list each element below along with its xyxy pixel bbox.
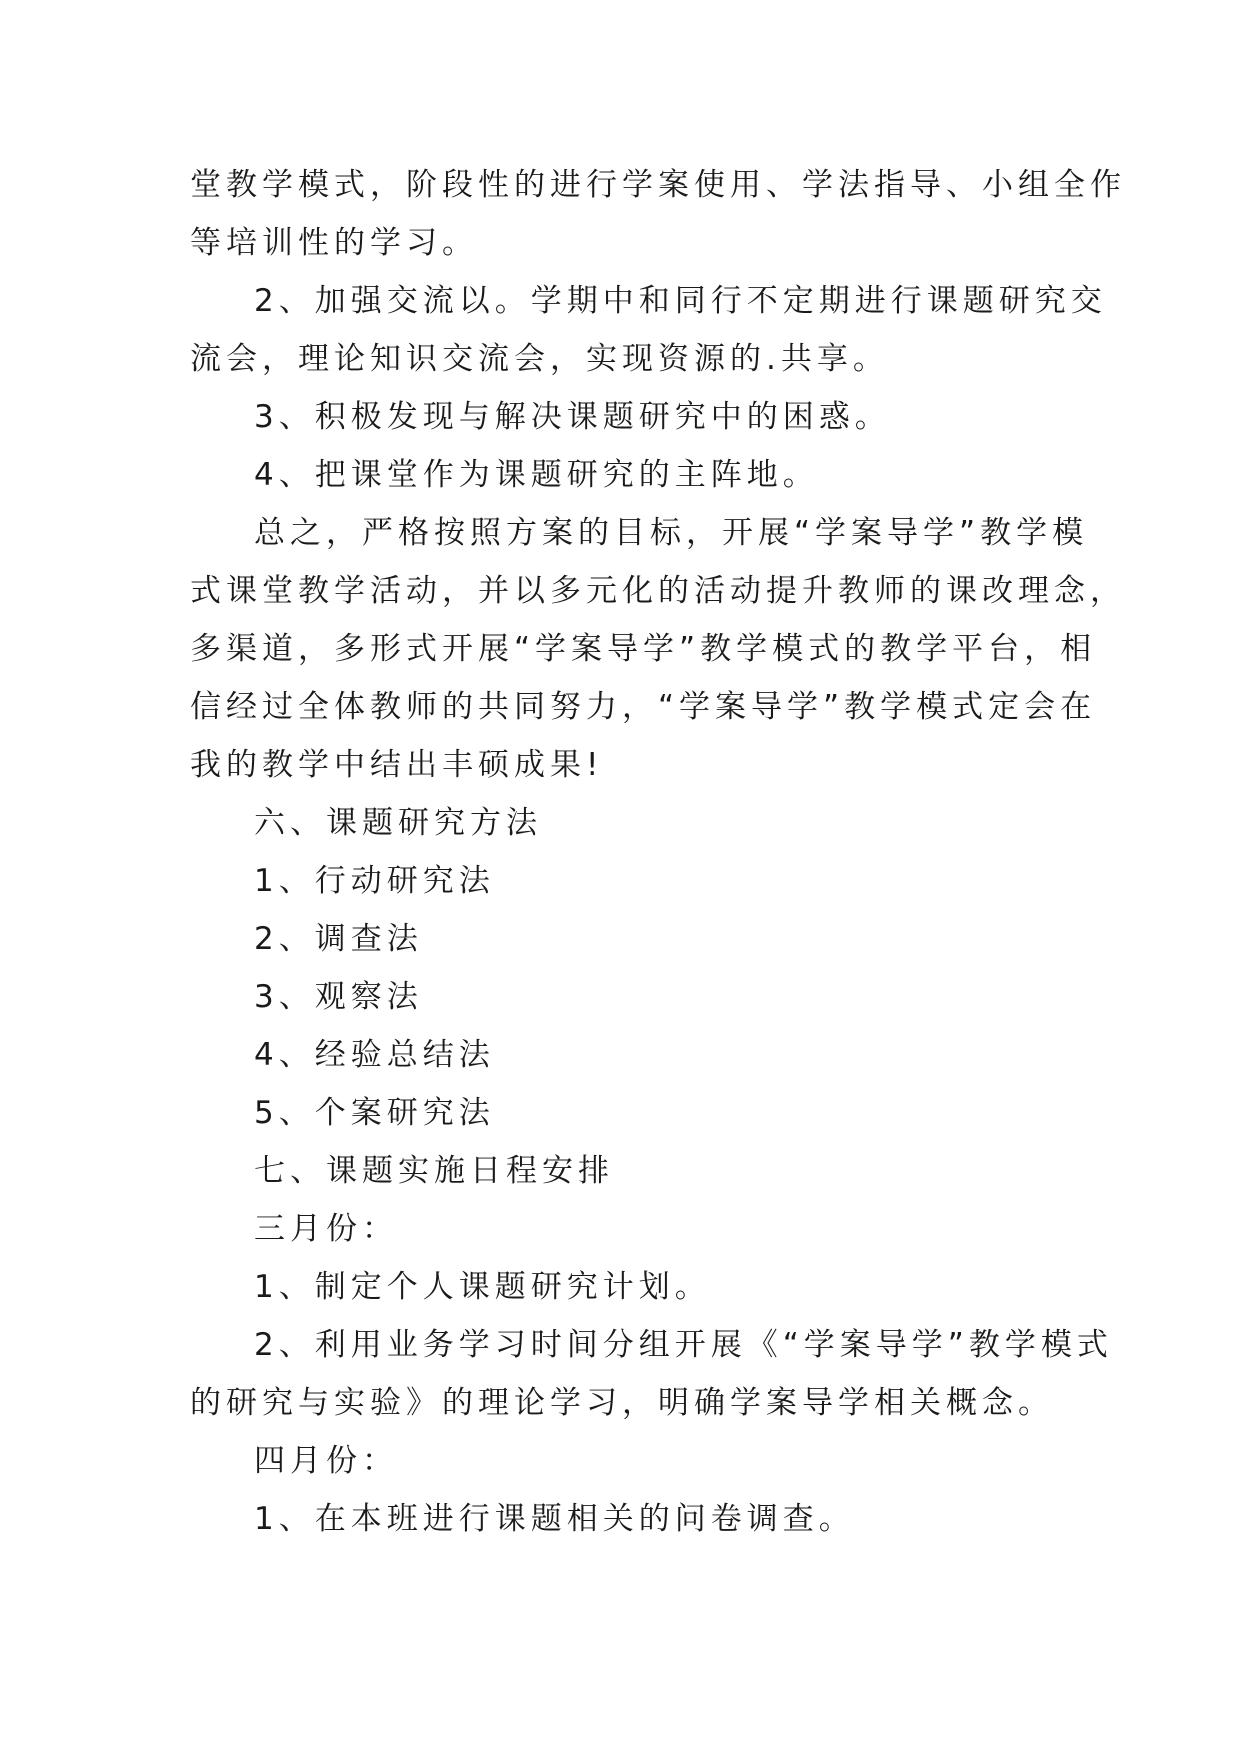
text-line: 式课堂教学活动，并以多元化的活动提升教师的课改理念，: [190, 573, 1126, 609]
text-line: 的研究与实验》的理论学习，明确学案导学相关概念。: [190, 1385, 1054, 1421]
text-line: 总之，严格按照方案的目标，开展“学案导学”教学模: [254, 515, 1089, 551]
text-line: 1、行动研究法: [254, 863, 495, 899]
text-line: 等培训性的学习。: [190, 225, 478, 261]
text-line: 1、制定个人课题研究计划。: [254, 1269, 711, 1305]
text-line: 七、课题实施日程安排: [254, 1153, 614, 1189]
text-line: 四月份：: [254, 1443, 398, 1479]
text-line: 2、加强交流以。学期中和同行不定期进行课题研究交: [254, 283, 1107, 319]
text-line: 3、观察法: [254, 979, 423, 1015]
text-line: 4、经验总结法: [254, 1037, 495, 1073]
text-line: 4、把课堂作为课题研究的主阵地。: [254, 457, 819, 493]
text-line: 2、调查法: [254, 921, 423, 957]
document-body: [190, 156, 1126, 1548]
text-line: 3、积极发现与解决课题研究中的困惑。: [254, 399, 891, 435]
text-line: 信经过全体教师的共同努力，“学案导学”教学模式定会在: [190, 689, 1097, 725]
text-line: 堂教学模式，阶段性的进行学案使用、学法指导、小组全作: [190, 167, 1126, 203]
text-line: 多渠道，多形式开展“学案导学”教学模式的教学平台，相: [190, 631, 1097, 667]
text-line: 5、个案研究法: [254, 1095, 495, 1131]
text-line: 六、课题研究方法: [254, 805, 542, 841]
text-line: 我的教学中结出丰硕成果!: [190, 747, 604, 783]
text-line: 流会，理论知识交流会，实现资源的.共享。: [190, 341, 889, 377]
text-line: 2、利用业务学习时间分组开展《“学案导学”教学模式: [254, 1327, 1113, 1363]
text-line: 1、在本班进行课题相关的问卷调查。: [254, 1501, 855, 1537]
text-line: 三月份：: [254, 1211, 398, 1247]
